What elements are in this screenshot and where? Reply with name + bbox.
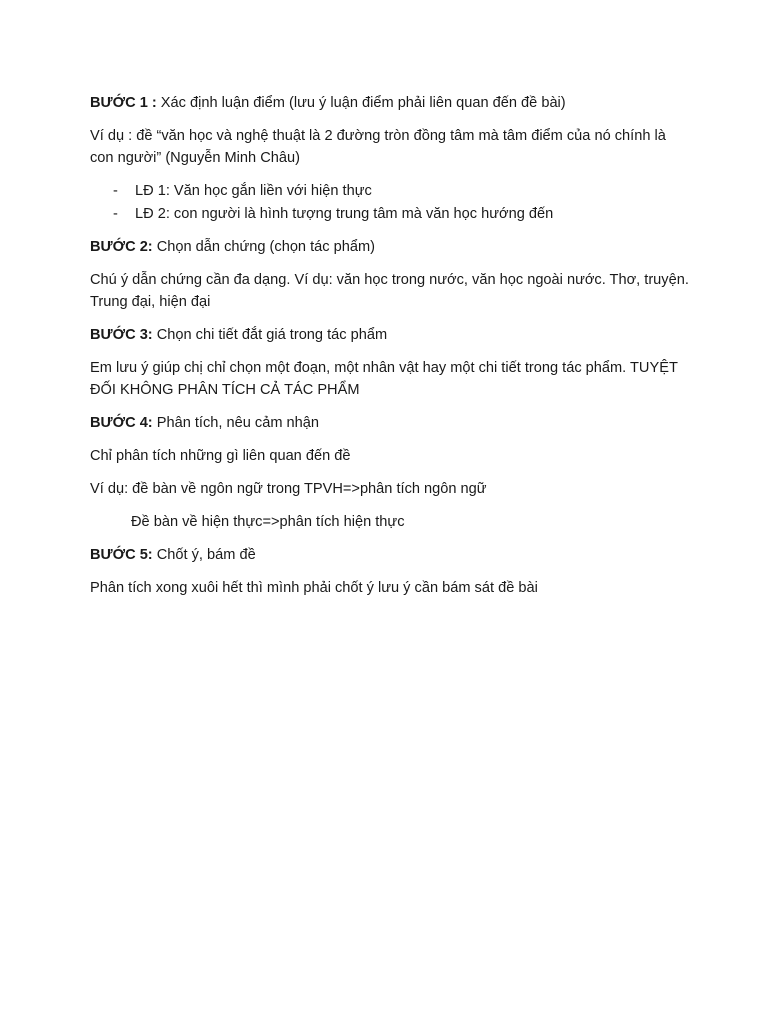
step-3-text: Chọn chi tiết đắt giá trong tác phẩm	[152, 327, 388, 343]
step-1-heading	[90, 92, 690, 114]
example-1-paragraph: Ví dụ : đề “văn học và nghệ thuật là 2 đường tròn đồng tâm mà tâm điểm của nó chính là con người” (Nguyễn Minh Châu)	[90, 128, 666, 166]
example-4b-paragraph: Đề bàn về hiện thực=>phân tích hiện thực	[131, 514, 405, 530]
note-5-paragraph: Phân tích xong xuôi hết thì mình phải chốt ý lưu ý cần bám sát đề bài	[90, 580, 538, 596]
list-item	[90, 203, 690, 225]
document-page	[90, 92, 690, 610]
argument-points-list	[90, 180, 690, 225]
dash-bullet: -	[113, 183, 118, 199]
list-item-text: LĐ 1: Văn học gắn liền với hiện thực	[135, 183, 372, 199]
note-3-paragraph: Em lưu ý giúp chị chỉ chọn một đoạn, một nhân vật hay một chi tiết trong tác phẩm. TUYỆT ĐỐI KHÔNG PHÂN TÍCH CẢ TÁC PHẨM	[90, 360, 678, 398]
note-2-paragraph: Chú ý dẫn chứng cần đa dạng. Ví dụ: văn học trong nước, văn học ngoài nước. Thơ, truyện. Trung đại, hiện đại	[90, 272, 689, 310]
step-3-heading	[90, 324, 690, 346]
step-5-label: BƯỚC 5:	[90, 547, 153, 563]
step-2-heading	[90, 236, 690, 258]
dash-bullet: -	[113, 206, 118, 222]
step-2-text: Chọn dẫn chứng (chọn tác phẩm)	[152, 239, 375, 255]
step-2-label: BƯỚC 2:	[90, 239, 153, 255]
list-item	[90, 180, 690, 202]
step-1-label: BƯỚC 1 :	[90, 95, 157, 111]
list-item-text: LĐ 2: con người là hình tượng trung tâm mà văn học hướng đến	[135, 206, 554, 222]
note-4-paragraph: Chỉ phân tích những gì liên quan đến đề	[90, 448, 351, 464]
step-1-text: Xác định luận điểm (lưu ý luận điểm phải liên quan đến đề bài)	[156, 95, 566, 111]
step-5-heading	[90, 544, 690, 566]
step-4-heading	[90, 412, 690, 434]
step-3-label: BƯỚC 3:	[90, 327, 153, 343]
step-5-text: Chốt ý, bám đề	[152, 547, 256, 563]
step-4-label: BƯỚC 4:	[90, 415, 153, 431]
step-4-text: Phân tích, nêu cảm nhận	[152, 415, 319, 431]
example-4a-paragraph: Ví dụ: đề bàn về ngôn ngữ trong TPVH=>phân tích ngôn ngữ	[90, 481, 487, 497]
